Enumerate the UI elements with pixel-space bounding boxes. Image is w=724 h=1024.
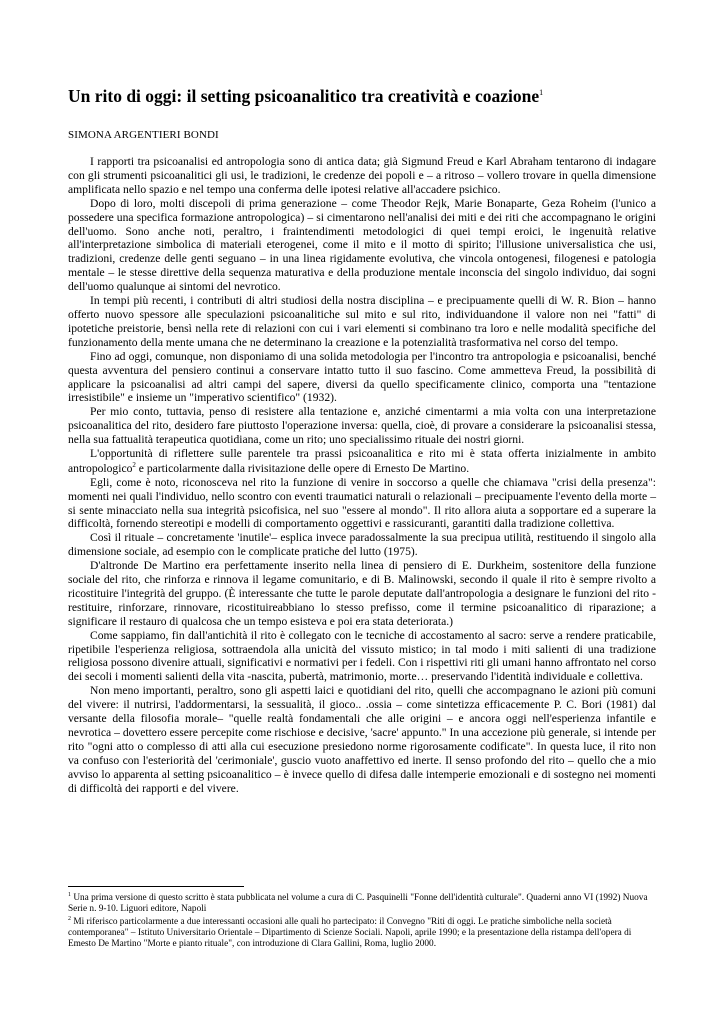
article-title	[68, 86, 656, 107]
paragraph-1: I rapporti tra psicoanalisi ed antropologia sono di antica data; già Sigmund Freud e Karl Abraham tentarono di indagare con gli strumenti psicoanalitici gli usi, le tradizioni, le credenze dei popoli e – a ritroso – vollero trovare in quella dimensione amplificata nello spazio e nel tempo una conferma delle ipotesi relative all'accadere psichico.	[68, 155, 656, 196]
document-page	[68, 86, 656, 796]
author-name: SIMONA ARGENTIERI BONDI	[68, 129, 219, 141]
footnote-separator	[68, 886, 244, 887]
paragraph-11: Non meno importanti, peraltro, sono gli aspetti laici e quotidiani del rito, quelli che accompagnano le azioni più comuni del vivere: il nutrirsi, l'addormentarsi, la sessualità, il gioco.. .ossia – come sintetizza efficacemente P. C. Bori (1981) dal versante della filosofia morale– "quelle realtà fondamentali che alle origini – e ancora oggi nell'esperienza infantile e nevrotica – dovettero essere percepite come rischiose e decisive, 'sacre' appunto." In una accezione più generale, si intende per rito "ogni atto o complesso di atti alla cui esecuzione presiedono norme rigorosamente codificate". In questa luce, il rito non va confuso con l'esteriorità del 'cerimoniale', guscio vuoto anaffettivo ed inerte. Il senso profondo del rito – quello che a mio avviso lo apparenta al setting psicoanalitico – è invece quello di difesa dalle intemperie emozionali e di sostegno nei momenti di difficoltà dei rapporti e del vivere.	[68, 684, 656, 795]
paragraph-6-text: L'opportunità di riflettere sulle parentele tra prassi psicoanalitica e rito mi è stata offerta inizialmente in ambito antropologico	[68, 447, 656, 475]
footnote-2-mark: 2	[68, 916, 71, 923]
footnote-2	[68, 916, 656, 950]
paragraph-5: Per mio conto, tuttavia, penso di resistere alla tentazione e, anziché cimentarmi a mia volta con una interpretazione psicoanalitica del rito, desidero fare piuttosto l'operazione inversa: quella, cioè, di provare a considerare la psicoanalisi stessa, nella sua fattualità terapeutica quotidiana, come un rito; uno specialissimo rituale dei nostri giorni.	[68, 405, 656, 447]
footnote-ref-1[interactable]: 1	[539, 88, 544, 98]
paragraph-6	[68, 447, 656, 476]
title-text: Un rito di oggi: il setting psicoanalitico tra creatività e coazione	[68, 86, 540, 106]
paragraph-8: Così il rituale – concretamente 'inutile'– esplica invece paradossalmente la sua precipua utilità, restituendo il singolo alla dimensione sociale, ad esempio con le complicate pratiche del lutto (1975).	[68, 531, 656, 559]
paragraph-4: Fino ad oggi, comunque, non disponiamo di una solida metodologia per l'incontro tra antropologia e psicoanalisi, benché questa avventura del pensiero continui a conservare intatto tutto il suo fascino. Come ammetteva Freud, la possibilità di applicare la psicoanalisi ad altri campi del sapere, diversi da quello specificamente clinico, comporta una "tentazione irresistibile" e insieme un "imperativo scientifico" (1932).	[68, 349, 656, 405]
article-body	[68, 155, 656, 796]
paragraph-2: Dopo di loro, molti discepoli di prima generazione – come Theodor Rejk, Marie Bonaparte, Geza Roheim (l'unico a possedere una specifica formazione antropologica) – si cimentarono nell'analisi dei miti e dei riti che accompagnano le origini dell'uomo. Sono anche noti, peraltro, i fraintendimenti metodologici di quei tempi eroici, le ingenuità relative all'interpretazione simbolica di materiali eterogenei, come il mito e il motto di spirito; l'illusione universalistica che usi, tradizioni, credenze delle genti seguano – in una linea rigidamente evolutiva, che vincola ontogenesi, filogenesi e patologia mentale – le stesse direttive della sequenza maturativa e della produzione mentale inconscia del singolo individuo, dai sogni dell'uomo qualunque ai sintomi del nevrotico.	[68, 196, 656, 294]
paragraph-10: Come sappiamo, fin dall'antichità il rito è collegato con le tecniche di accostamento al sacro: serve a rendere praticabile, ripetibile l'esperienza religiosa, sottraendola alla unicità del vissuto mistico; in tal modo i miti salienti di una tradizione religiosa possono divenire attuali, significativi e normativi per i fedeli. Con i rispettivi riti gli umani hanno affrontato nel corso dei secoli i momenti salienti della vita -nascita, pubertà, matrimonio, morte… preservando l'identità individuale e collettiva.	[68, 628, 656, 684]
paragraph-7: Egli, come è noto, riconosceva nel rito la funzione di venire in soccorso a quelle che chiamava "crisi della presenza": momenti nei quali l'individuo, nello scontro con eventi traumatici naturali o relazionali – precipuamente l'evento della morte – si sente minacciato nella sua integrità psicofisica, nel suo "essere al mondo". Il rito allora aiuta a sopportare ed a superare la difficoltà, fornendo stereotipi e modelli di comportamento oggettivi e rassicuranti, garantiti dalla tradizione collettiva.	[68, 475, 656, 531]
footnote-2-text: Mi riferisco particolarmente a due interessanti occasioni alle quali ho partecipato: il Convegno "Riti di oggi. Le pratiche simboliche nella società contemporanea" – Istituto Universitario Orientale – Dipartimento di Scienze Sociali. Napoli, aprile 1990; e la presentazione della ristampa dell'opera di Emesto De Martino "Morte e pianto rituale", con introduzione di Clara Gallini, Roma, luglio 2000.	[68, 917, 632, 950]
paragraph-6-tail: e particolarmente dalla rivisitazione delle opere di Ernesto De Martino.	[135, 461, 470, 475]
footnotes	[68, 892, 656, 951]
footnote-ref-2[interactable]: 2	[132, 460, 136, 469]
footnote-1	[68, 892, 656, 915]
paragraph-3: In tempi più recenti, i contributi di altri studiosi della nostra disciplina – e precipuamente quelli di W. R. Bion – hanno offerto nuovo spessore alle speculazioni psicoanalitiche sul mito e sul rito, individuandone il valore non nei "fatti" di ipotetiche preistorie, bensì nella rete di relazioni con cui i vari elementi si combinano tra loro e nelle modalità specifiche del funzionamento della mente umana che ne determinano la creazione e la potenzialità trasformativa nel corso del tempo.	[68, 294, 656, 349]
footnote-1-mark: 1	[68, 892, 71, 898]
footnote-1-text: Una prima versione di questo scritto è stata pubblicata nel volume a cura di C. Pasquinelli "Fonne dell'identità culturale". Quaderni anno VI (1992) Nuova Serie n. 9-10. Liguori editore, Napoli	[68, 893, 648, 915]
paragraph-9: D'altronde De Martino era perfettamente inserito nella linea di pensiero di E. Durkheim, sostenitore della funzione sociale del rito, che rinforza e rinnova il legame comunitario, e di B. Malinowski, secondo il quale il rito è sempre rivolto a ricostituire l'integrità del gruppo. (È interessante che tutte le parole deputate dall'antropologia a designare le funzioni del rito -restituire, rinforzare, rinnovare, ricostituireabbiano lo stesso prefisso, come il termine psicoanalitico di riparazione; a significare il restauro di qualcosa che un tempo esisteva e poi era stata deteriorata.)	[68, 559, 656, 628]
